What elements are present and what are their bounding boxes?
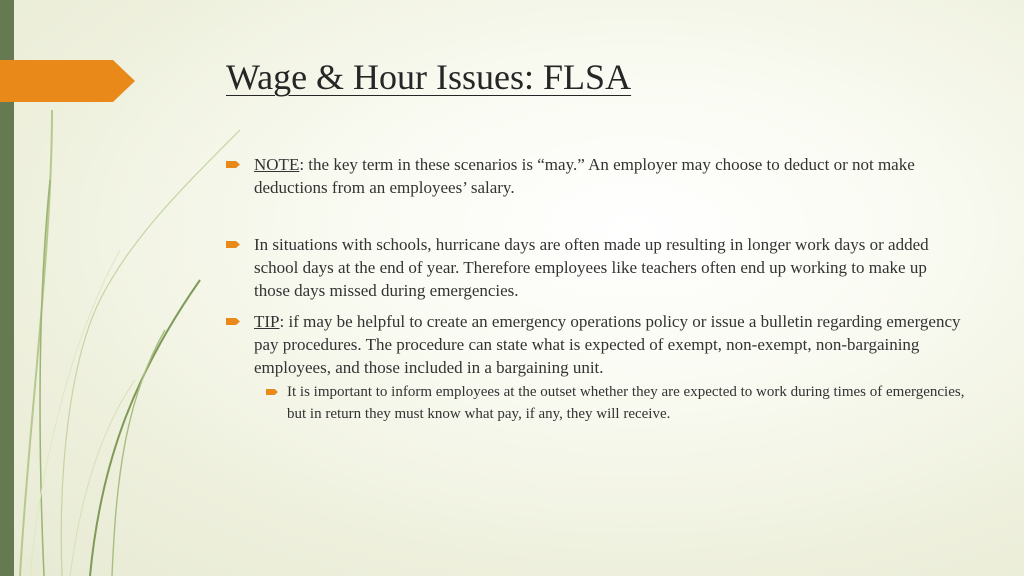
note-label: NOTE	[254, 155, 300, 174]
schools-text: In situations with schools, hurricane days are often made up resulting in longer work days or added school days at the end of year. Therefore employees like teachers often end up working to make up those days missed during emergencies.	[254, 235, 929, 300]
bullet-note	[226, 153, 966, 199]
bullet-arrow-icon	[226, 317, 240, 326]
slide-title: Wage & Hour Issues: FLSA	[226, 57, 632, 97]
bullet-tip	[226, 310, 966, 379]
note-text: : the key term in these scenarios is “may.” An employer may choose to deduct or not make deductions from an employees’ salary.	[254, 155, 915, 197]
bullet-schools	[226, 233, 966, 302]
bullet-arrow-icon	[266, 388, 278, 396]
bullet-arrow-icon	[226, 240, 240, 249]
inform-text: It is important to inform employees at the outset whether they are expected to work during times of emergencies, but in return they must know what pay, if any, they will receive.	[287, 384, 965, 422]
slide-content	[226, 153, 966, 425]
sub-bullet-inform	[266, 381, 966, 425]
title-accent-tab	[0, 60, 135, 102]
tip-text: : if may be helpful to create an emergency operations policy or issue a bulletin regarding emergency pay procedures. The procedure can state what is expected of exempt, non-exempt, non-bargaining employees, and those included in a bargaining unit.	[254, 312, 961, 377]
bullet-arrow-icon	[226, 160, 240, 169]
tip-label: TIP	[254, 312, 280, 331]
